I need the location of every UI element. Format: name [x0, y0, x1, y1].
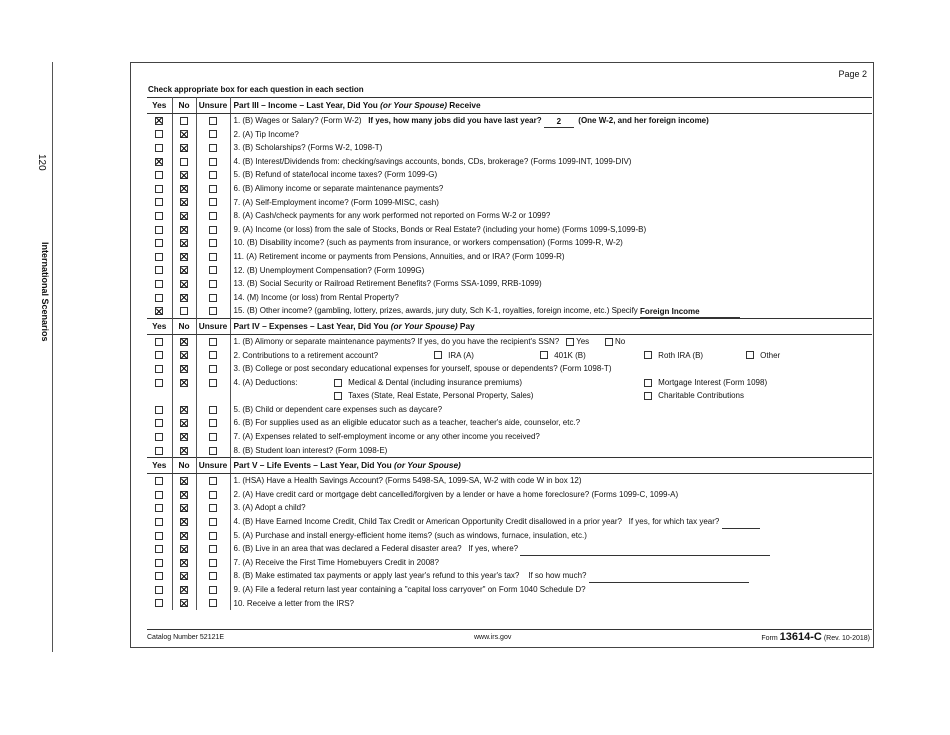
unsure-checkbox[interactable]	[209, 433, 217, 441]
amount-field[interactable]	[589, 582, 749, 583]
question-text: 4. (B) Interest/Dividends from: checking/savings accounts, bonds, CDs, brokerage? (Forms 1099-INT, 1099-DIV)	[230, 155, 872, 169]
no-checkbox[interactable]	[180, 117, 188, 125]
unsure-checkbox[interactable]	[209, 351, 217, 359]
yes-checkbox[interactable]	[155, 280, 163, 288]
part4-title: Part IV – Expenses – Last Year, Did You (or Your Spouse) Pay	[230, 318, 872, 334]
yes-checkbox[interactable]	[155, 144, 163, 152]
question-followup: If yes, where?	[468, 544, 519, 554]
table-row	[147, 376, 872, 390]
yes-checkbox[interactable]	[155, 477, 163, 485]
table-row	[147, 416, 872, 430]
medical-checkbox[interactable]	[334, 379, 342, 387]
table-row	[147, 128, 872, 142]
question-text: 6. (B) Live in an area that was declared a Federal disaster area?	[233, 544, 462, 554]
table-row	[147, 223, 872, 237]
part3-title: Part III – Income – Last Year, Did You (or Your Spouse) Receive	[230, 98, 872, 114]
unsure-checkbox[interactable]	[209, 226, 217, 234]
no-checkbox[interactable]	[180, 586, 188, 594]
table-row	[147, 444, 872, 458]
unsure-checkbox[interactable]	[209, 117, 217, 125]
no-checkbox[interactable]	[180, 572, 188, 580]
question-text: 9. (A) File a federal return last year containing a "capital loss carryover" on Form 1040 Schedule D?	[230, 583, 872, 597]
no-checkbox[interactable]	[180, 253, 188, 261]
yes-checkbox[interactable]	[155, 307, 163, 315]
page-margin	[0, 62, 58, 652]
no-checkbox[interactable]	[180, 419, 188, 427]
yes-checkbox[interactable]	[155, 504, 163, 512]
question-text: 15. (B) Other income? (gambling, lottery, prizes, awards, jury duty, Sch K-1, royalties, foreign income, etc.) Specify	[233, 306, 638, 316]
question-text: 3. (B) Scholarships? (Forms W-2, 1098-T)	[230, 141, 872, 155]
other-retirement-checkbox[interactable]	[746, 351, 754, 359]
form-page	[130, 62, 874, 648]
yes-checkbox[interactable]	[155, 294, 163, 302]
unsure-checkbox[interactable]	[209, 491, 217, 499]
unsure-checkbox[interactable]	[209, 212, 217, 220]
unsure-checkbox[interactable]	[209, 338, 217, 346]
question-followup: If so how much?	[528, 571, 587, 581]
yes-checkbox[interactable]	[155, 198, 163, 206]
table-row	[147, 430, 872, 444]
taxes-checkbox[interactable]	[334, 392, 342, 400]
table-row	[147, 291, 872, 305]
table-row	[147, 362, 872, 376]
no-checkbox[interactable]	[180, 212, 188, 220]
yes-checkbox[interactable]	[155, 447, 163, 455]
yes-checkbox[interactable]	[155, 117, 163, 125]
yes-checkbox[interactable]	[155, 572, 163, 580]
part5-title: Part V – Life Events – Last Year, Did You (or Your Spouse)	[230, 458, 872, 474]
table-row	[147, 501, 872, 515]
yes-checkbox[interactable]	[155, 491, 163, 499]
unsure-checkbox[interactable]	[209, 185, 217, 193]
yes-checkbox[interactable]	[155, 226, 163, 234]
col-unsure: Unsure	[196, 98, 230, 114]
no-checkbox[interactable]	[180, 406, 188, 414]
other-retirement-label: Other	[760, 350, 781, 360]
question-text: 1. (B) Alimony or separate maintenance payments? If yes, do you have the recipient's SSN?	[233, 336, 560, 346]
question-text: 5. (B) Child or dependent care expenses such as daycare?	[230, 403, 872, 417]
ira-label: IRA (A)	[448, 350, 474, 360]
unsure-checkbox[interactable]	[209, 518, 217, 526]
col-no: No	[172, 98, 196, 114]
charity-label: Charitable Contributions	[658, 391, 744, 401]
question-text: 7. (A) Receive the First Time Homebuyers Credit in 2008?	[230, 556, 872, 570]
page-label: Page 2	[838, 69, 867, 79]
unsure-checkbox[interactable]	[209, 379, 217, 387]
table-row	[147, 334, 872, 348]
no-checkbox[interactable]	[180, 266, 188, 274]
taxes-label: Taxes (State, Real Estate, Personal Property, Sales)	[348, 391, 534, 401]
irs-url: www.irs.gov	[474, 634, 512, 641]
question-text: 6. (B) For supplies used as an eligible educator such as a teacher, teacher's aide, counselor, etc.?	[230, 416, 872, 430]
table-row	[147, 182, 872, 196]
unsure-checkbox[interactable]	[209, 294, 217, 302]
yes-checkbox[interactable]	[155, 239, 163, 247]
question-text: 9. (A) Income (or loss) from the sale of Stocks, Bonds or Real Estate? (including your home) (Forms 1099-S,1099-B)	[230, 223, 872, 237]
table-row	[147, 542, 872, 556]
table-row	[147, 529, 872, 543]
question-text: 8. (A) Cash/check payments for any work performed not reported on Forms W-2 or 1099?	[230, 209, 872, 223]
question-text: 2. (A) Tip Income?	[230, 128, 872, 142]
unsure-checkbox[interactable]	[209, 158, 217, 166]
yes-checkbox[interactable]	[155, 599, 163, 607]
no-checkbox[interactable]	[180, 294, 188, 302]
yes-checkbox[interactable]	[155, 365, 163, 373]
medical-label: Medical & Dental (including insurance premiums)	[348, 377, 523, 387]
question-text: 3. (B) College or post secondary educational expenses for yourself, spouse or dependents? (Form 1098-T)	[230, 362, 872, 376]
question-text: 12. (B) Unemployment Compensation? (Form 1099G)	[230, 264, 872, 278]
table-row	[147, 114, 872, 128]
yes-checkbox[interactable]	[155, 518, 163, 526]
unsure-checkbox[interactable]	[209, 198, 217, 206]
no-checkbox[interactable]	[180, 338, 188, 346]
yes-checkbox[interactable]	[155, 253, 163, 261]
ssn-no-label: No	[614, 336, 626, 346]
question-followup: If yes, for which tax year?	[628, 517, 720, 527]
mortgage-label: Mortgage Interest (Form 1098)	[658, 377, 768, 387]
question-text: 5. (B) Refund of state/local income taxes? (Form 1099-G)	[230, 168, 872, 182]
question-text: 3. (A) Adopt a child?	[230, 501, 872, 515]
charity-checkbox[interactable]	[644, 392, 652, 400]
yes-checkbox[interactable]	[155, 338, 163, 346]
tax-year-field[interactable]	[722, 528, 760, 529]
no-checkbox[interactable]	[180, 365, 188, 373]
unsure-checkbox[interactable]	[209, 365, 217, 373]
question-text: 4. (A) Deductions:	[233, 377, 298, 387]
table-row	[147, 389, 872, 403]
question-text: 14. (M) Income (or loss) from Rental Property?	[230, 291, 872, 305]
table-row	[147, 569, 872, 583]
no-checkbox[interactable]	[180, 351, 188, 359]
col-yes: Yes	[147, 458, 172, 474]
no-checkbox[interactable]	[180, 171, 188, 179]
table-row	[147, 349, 872, 363]
unsure-checkbox[interactable]	[209, 239, 217, 247]
question-text: 2. (A) Have credit card or mortgage debt cancelled/forgiven by a lender or have a home foreclosure? (Forms 1099-C, 1099-A)	[230, 488, 872, 502]
ira-checkbox[interactable]	[434, 351, 442, 359]
ssn-yes-checkbox[interactable]	[566, 338, 574, 346]
unsure-checkbox[interactable]	[209, 504, 217, 512]
no-checkbox[interactable]	[180, 198, 188, 206]
no-checkbox[interactable]	[180, 447, 188, 455]
table-row	[147, 403, 872, 417]
disaster-area-field[interactable]	[520, 555, 770, 556]
yes-checkbox[interactable]	[155, 545, 163, 553]
other-income-field[interactable]: Foreign Income	[640, 306, 740, 318]
section-label: International Scenarios	[40, 242, 50, 342]
question-text: 6. (B) Alimony income or separate maintenance payments?	[230, 182, 872, 196]
col-unsure: Unsure	[196, 458, 230, 474]
401k-label: 401K (B)	[554, 350, 586, 360]
yes-checkbox[interactable]	[155, 171, 163, 179]
roth-ira-checkbox[interactable]	[644, 351, 652, 359]
unsure-checkbox[interactable]	[209, 280, 217, 288]
yes-checkbox[interactable]	[155, 419, 163, 427]
unsure-checkbox[interactable]	[209, 144, 217, 152]
question-text: 7. (A) Self-Employment income? (Form 1099-MISC, cash)	[230, 196, 872, 210]
table-row	[147, 250, 872, 264]
no-checkbox[interactable]	[180, 280, 188, 288]
question-text: 8. (B) Student loan interest? (Form 1098-E)	[230, 444, 872, 458]
margin-rule	[52, 62, 53, 652]
question-text: 1. (B) Wages or Salary? (Form W-2)	[233, 116, 362, 125]
question-text: 4. (B) Have Earned Income Credit, Child Tax Credit or American Opportunity Credit disallowed in a prior year?	[233, 517, 622, 527]
no-checkbox[interactable]	[180, 307, 188, 315]
yes-checkbox[interactable]	[155, 185, 163, 193]
catalog-number: Catalog Number 52121E	[147, 634, 225, 641]
form-footer	[147, 629, 872, 643]
roth-ira-label: Roth IRA (B)	[658, 350, 704, 360]
no-checkbox[interactable]	[180, 433, 188, 441]
question-text: 7. (A) Expenses related to self-employment income or any other income you received?	[230, 430, 872, 444]
yes-checkbox[interactable]	[155, 532, 163, 540]
question-text: 8. (B) Make estimated tax payments or apply last year's refund to this year's tax?	[233, 571, 520, 581]
yes-checkbox[interactable]	[155, 586, 163, 594]
part5-header	[147, 458, 872, 474]
unsure-checkbox[interactable]	[209, 406, 217, 414]
unsure-checkbox[interactable]	[209, 253, 217, 261]
form-id: Form 13614-C (Rev. 10-2018)	[761, 631, 870, 643]
unsure-checkbox[interactable]	[209, 266, 217, 274]
no-checkbox[interactable]	[180, 504, 188, 512]
unsure-checkbox[interactable]	[209, 559, 217, 567]
no-checkbox[interactable]	[180, 144, 188, 152]
unsure-checkbox[interactable]	[209, 545, 217, 553]
table-row	[147, 304, 872, 318]
question-text: 10. Receive a letter from the IRS?	[230, 597, 872, 611]
no-checkbox[interactable]	[180, 185, 188, 193]
book-page-number: 120	[36, 154, 47, 171]
table-row	[147, 264, 872, 278]
no-checkbox[interactable]	[180, 545, 188, 553]
yes-checkbox[interactable]	[155, 158, 163, 166]
question-text: 10. (B) Disability income? (such as payments from insurance, or workers compensation) (Forms 1099-R, W-2)	[230, 236, 872, 250]
question-text: 13. (B) Social Security or Railroad Retirement Benefits? (Forms SSA-1099, RRB-1099)	[230, 277, 872, 291]
table-row	[147, 236, 872, 250]
no-checkbox[interactable]	[180, 158, 188, 166]
401k-checkbox[interactable]	[540, 351, 548, 359]
col-no: No	[172, 458, 196, 474]
no-checkbox[interactable]	[180, 477, 188, 485]
part4-header	[147, 318, 872, 334]
question-text: 2. Contributions to a retirement account?	[233, 350, 379, 360]
table-row	[147, 583, 872, 597]
col-yes: Yes	[147, 98, 172, 114]
table-row	[147, 597, 872, 611]
intake-table	[147, 97, 872, 610]
col-yes: Yes	[147, 318, 172, 334]
no-checkbox[interactable]	[180, 226, 188, 234]
yes-checkbox[interactable]	[155, 559, 163, 567]
no-checkbox[interactable]	[180, 379, 188, 387]
yes-checkbox[interactable]	[155, 351, 163, 359]
table-row	[147, 556, 872, 570]
yes-checkbox[interactable]	[155, 433, 163, 441]
table-row	[147, 168, 872, 182]
no-checkbox[interactable]	[180, 599, 188, 607]
no-checkbox[interactable]	[180, 491, 188, 499]
yes-checkbox[interactable]	[155, 266, 163, 274]
unsure-checkbox[interactable]	[209, 130, 217, 138]
question-text: 1. (HSA) Have a Health Savings Account? (Forms 5498-SA, 1099-SA, W-2 with code W in box 12)	[230, 474, 872, 488]
yes-checkbox[interactable]	[155, 130, 163, 138]
answer-note: (One W-2, and her foreign income)	[578, 116, 709, 125]
yes-checkbox[interactable]	[155, 212, 163, 220]
unsure-checkbox[interactable]	[209, 477, 217, 485]
jobs-count-field[interactable]: 2	[544, 116, 574, 128]
mortgage-checkbox[interactable]	[644, 379, 652, 387]
question-text: 5. (A) Purchase and install energy-efficient home items? (such as windows, furnace, insulation, etc.)	[230, 529, 872, 543]
unsure-checkbox[interactable]	[209, 307, 217, 315]
table-row	[147, 515, 872, 529]
table-row	[147, 155, 872, 169]
unsure-checkbox[interactable]	[209, 586, 217, 594]
col-unsure: Unsure	[196, 318, 230, 334]
no-checkbox[interactable]	[180, 130, 188, 138]
unsure-checkbox[interactable]	[209, 419, 217, 427]
table-row	[147, 196, 872, 210]
part3-header	[147, 98, 872, 114]
instruction: Check appropriate box for each question in each section	[148, 85, 364, 94]
unsure-checkbox[interactable]	[209, 171, 217, 179]
question-text: 11. (A) Retirement income or payments from Pensions, Annuities, and or IRA? (Form 1099-R)	[230, 250, 872, 264]
no-checkbox[interactable]	[180, 239, 188, 247]
question-followup: If yes, how many jobs did you have last year?	[368, 116, 542, 125]
col-no: No	[172, 318, 196, 334]
ssn-no-checkbox[interactable]	[605, 338, 613, 346]
no-checkbox[interactable]	[180, 559, 188, 567]
ssn-yes-label: Yes	[576, 336, 590, 346]
table-row	[147, 209, 872, 223]
yes-checkbox[interactable]	[155, 379, 163, 387]
unsure-checkbox[interactable]	[209, 532, 217, 540]
table-row	[147, 141, 872, 155]
unsure-checkbox[interactable]	[209, 599, 217, 607]
table-row	[147, 474, 872, 488]
unsure-checkbox[interactable]	[209, 447, 217, 455]
unsure-checkbox[interactable]	[209, 572, 217, 580]
table-row	[147, 488, 872, 502]
yes-checkbox[interactable]	[155, 406, 163, 414]
table-row	[147, 277, 872, 291]
no-checkbox[interactable]	[180, 532, 188, 540]
no-checkbox[interactable]	[180, 518, 188, 526]
